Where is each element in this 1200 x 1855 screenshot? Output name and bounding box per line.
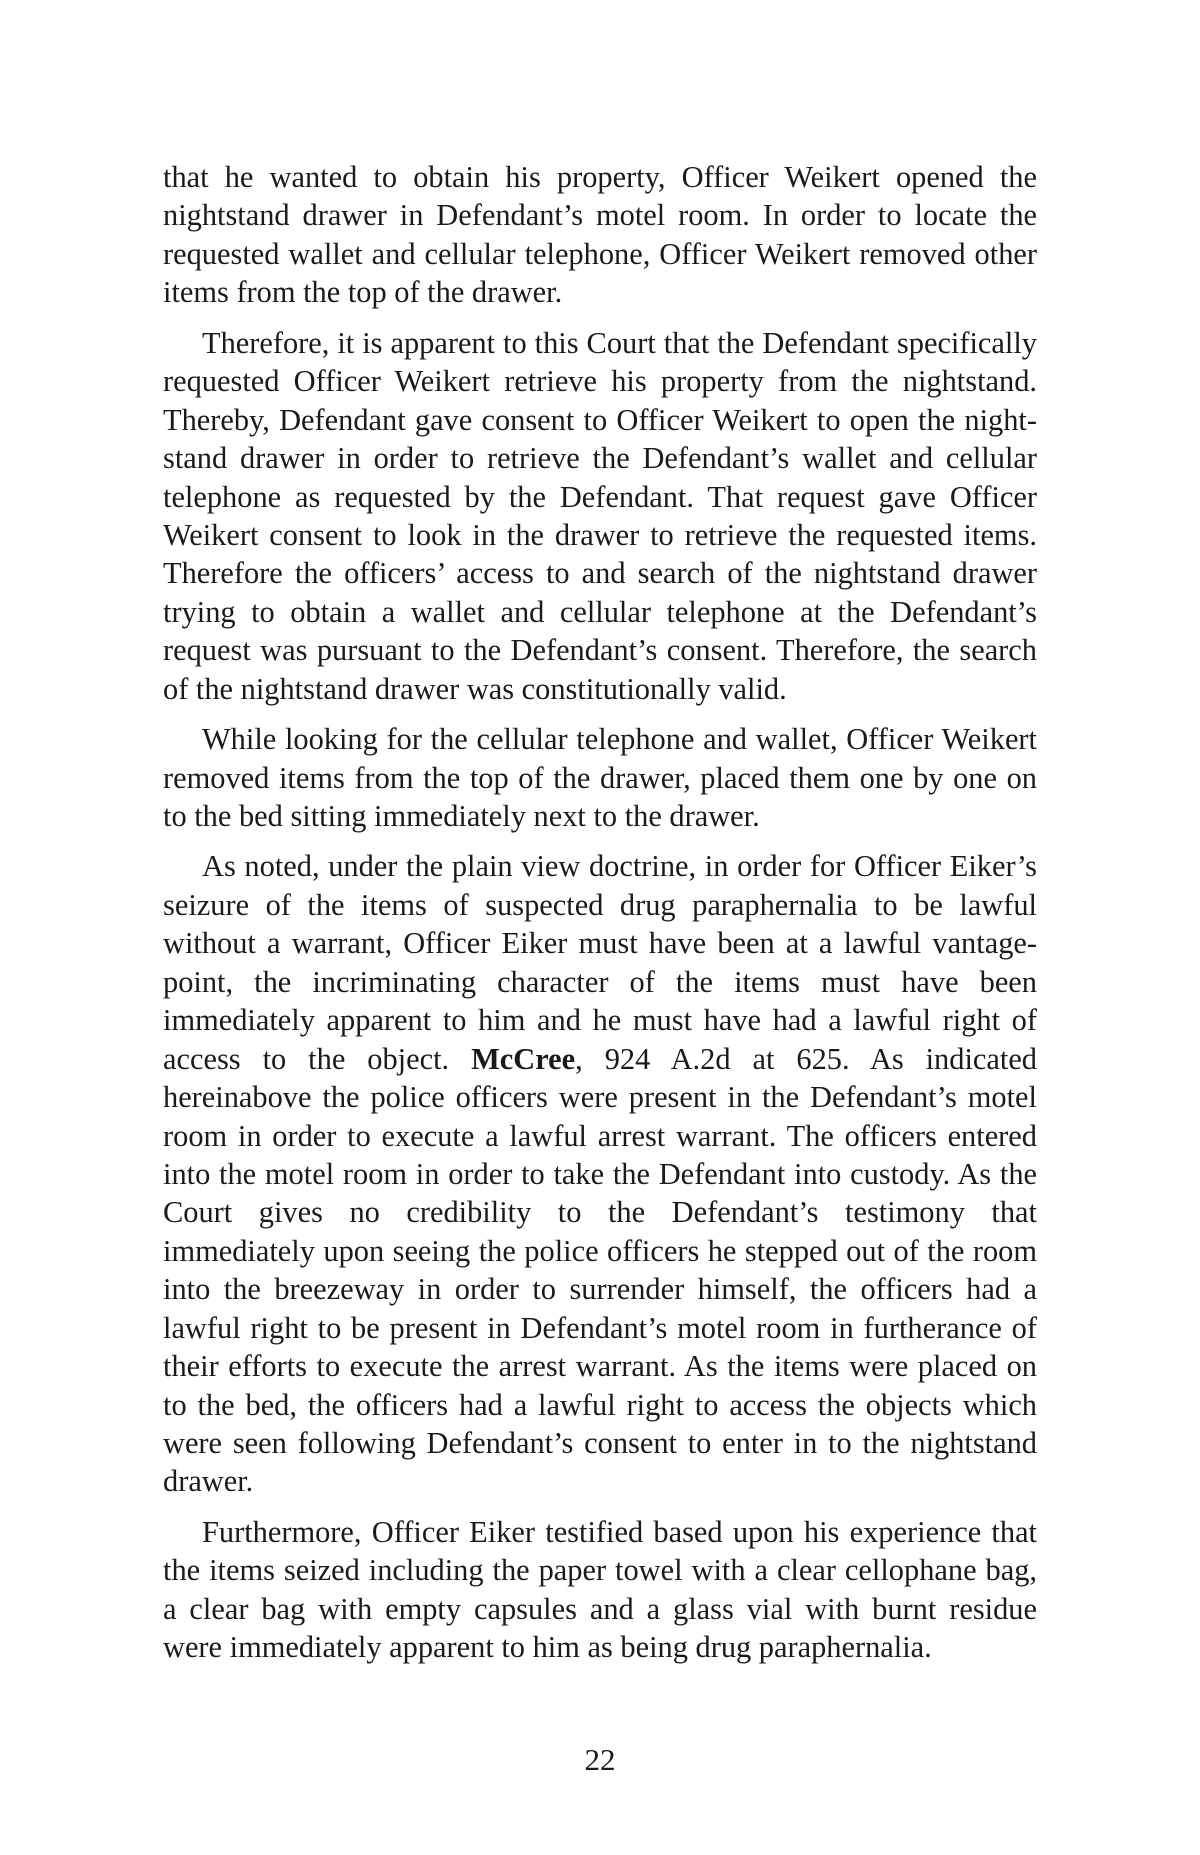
paragraph-2-text: Therefore, it is apparent to this Court that the Defendant specifically requested Officer Weikert retrieve his property from the nightstand. Thereby, Defendant gave consent to Officer Weikert to open the nightstand drawer in order to retrieve the Defendant’s wallet and cellular telephone as requested by the Defendant. That request gave Officer Weikert consent to look in the drawer to retrieve the requested items. Therefore the officers’ access to and search of the nightstand drawer trying to obtain a wallet and cellular telephone at the Defendant’s request was pursuant to the Defendant’s consent. Therefore, the search of the nightstand drawer was constitutionally valid. bbox=[163, 325, 1037, 706]
paragraph-5-text: Furthermore, Officer Eiker testified based upon his experience that the items seized including the paper towel with a clear cellophane bag, a clear bag with empty capsules and a glass vial with burnt residue were immediately apparent to him as being drug paraphernalia. bbox=[163, 1514, 1037, 1665]
case-citation-mccree: McCree bbox=[471, 1041, 576, 1076]
paragraph-5 bbox=[163, 1513, 1037, 1667]
paragraph-3 bbox=[163, 720, 1037, 835]
paragraph-1 bbox=[163, 158, 1037, 312]
paragraph-4-text-b: , 924 A.2d at 625. As indicated hereinabove the police officers were present in the Defendant’s motel room in order to execute a lawful arrest warrant. The officers entered into the motel room in order to take the Defendant into custody. As the Court gives no credibility to the Defendant’s testimony that immediately upon seeing the police officers he stepped out of the room into the breezeway in order to surrender himself, the officers had a lawful right to be present in Defendant’s motel room in furtherance of their efforts to execute the arrest warrant. As the items were placed on to the bed, the officers had a lawful right to access the objects which were seen following Defendant’s consent to enter in to the nightstand drawer. bbox=[163, 1041, 1038, 1499]
paragraph-4-text-a: As noted, under the plain view doctrine, in order for Officer Eiker’s seizure of the items of suspected drug paraphernalia to be lawful without a warrant, Officer Eiker must have been at a lawful vantage-point, the incriminating character of the items must have been immediately apparent to him and he must have had a lawful right of access to the object. bbox=[163, 849, 1037, 1076]
paragraph-3-text: While looking for the cellular telephone and wallet, Officer Weikert removed items from the top of the drawer, placed them one by one on to the bed sitting immediately next to the drawer. bbox=[163, 722, 1037, 833]
body-text bbox=[163, 158, 1037, 1679]
page-number: 22 bbox=[584, 1742, 616, 1777]
paragraph-4 bbox=[163, 847, 1037, 1500]
paragraph-2 bbox=[163, 324, 1037, 708]
paragraph-1-text: that he wanted to obtain his property, Officer Weikert opened the nightstand drawer in Defendant’s motel room. In order to locate the requested wallet and cellular telephone, Officer Weikert removed other items from the top of the drawer. bbox=[163, 160, 1037, 310]
